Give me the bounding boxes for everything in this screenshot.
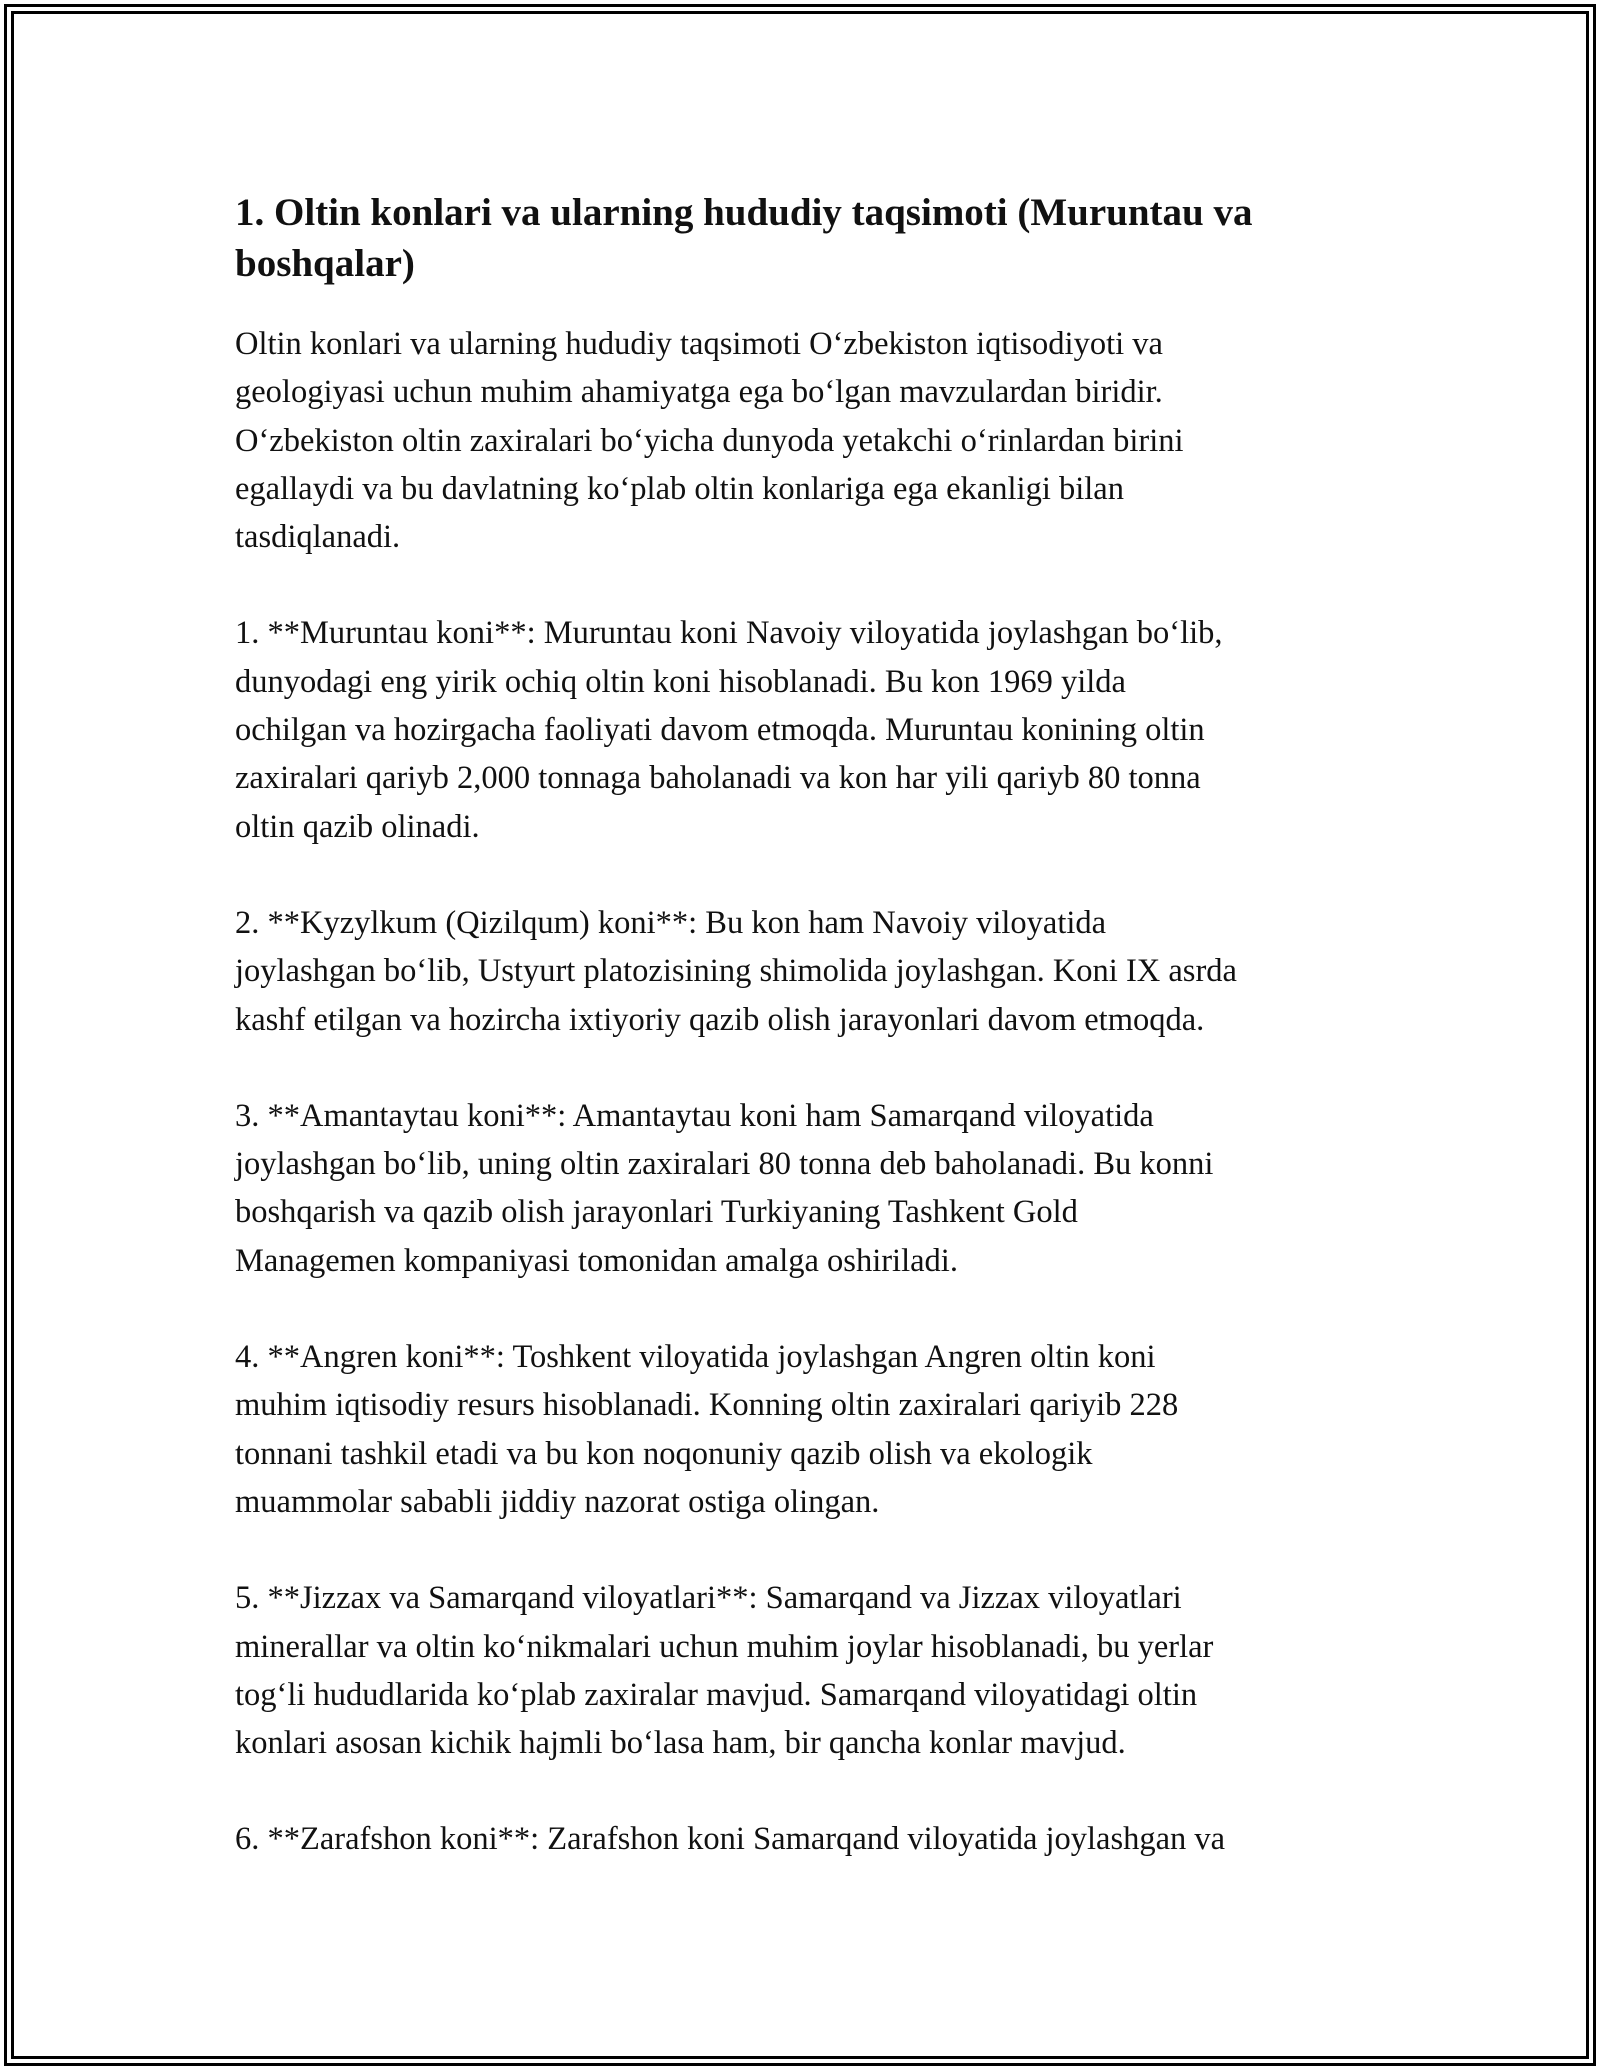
document-heading: 1. Oltin konlari va ularning hududiy taqsimoti (Muruntau va boshqalar) — [235, 191, 1253, 285]
list-item-angren: 4. **Angren koni**: Toshkent viloyatida joylashgan Angren oltin koni muhim iqtisodiy resurs hisoblanadi. Konning oltin zaxiralari qariyib 228 tonnani tashkil etadi va bu kon noqonuniy qazib olish va ekologik muammolar sababli jiddiy nazorat ostiga olingan. — [235, 1339, 1179, 1520]
list-item-amantaytau: 3. **Amantaytau koni**: Amantaytau koni ham Samarqand viloyatida joylashgan bo‘lib, uning oltin zaxiralari 80 tonna deb baholanadi. Bu konni boshqarish va qazib olish jarayonlari Turkiyaning Tashkent Gold Managemen kompaniyasi tomonidan amalga oshiriladi. — [235, 1097, 1214, 1279]
list-item-zarafshon: 6. **Zarafshon koni**: Zarafshon koni Samarqand viloyatida joylashgan va — [235, 1821, 1226, 1858]
intro-paragraph: Oltin konlari va ularning hududiy taqsimoti O‘zbekiston iqtisodiyoti va geologiyasi uchun muhim ahamiyatga ega bo‘lgan mavzulardan biridir. O‘zbekiston oltin zaxiralari bo‘yicha dunyoda yetakchi o‘rinlardan birini egallaydi va bu davlatning ko‘plab oltin konlariga ega ekanligi bilan tasdiqlanadi. — [235, 326, 1184, 556]
list-item-kyzylkum: 2. **Kyzylkum (Qizilqum) koni**: Bu kon ham Navoiy viloyatida joylashgan bo‘lib, Ustyurt platozisining shimolida joylashgan. Koni IX asrda kashf etilgan va hozircha ixtiyoriy qazib olish jarayonlari davom etmoqda. — [235, 904, 1237, 1038]
list-item-muruntau: 1. **Muruntau koni**: Muruntau koni Navoiy viloyatida joylashgan bo‘lib, dunyodagi eng yirik ochiq oltin koni hisoblanadi. Bu kon 1969 yilda ochilgan va hozirgacha faoliyati davom etmoqda. Muruntau konining oltin zaxiralari qariyb 2,000 tonnaga baholanadi va kon har yili qariyb 80 tonna oltin qazib olinadi. — [235, 615, 1223, 845]
list-item-jizzax-samarqand: 5. **Jizzax va Samarqand viloyatlari**: Samarqand va Jizzax viloyatlari minerallar va oltin ko‘nikmalari uchun muhim joylar hisoblanadi, bu yerlar tog‘li hududlarida ko‘plab zaxiralar mavjud. Samarqand viloyatidagi oltin konlari asosan kichik hajmli bo‘lasa ham, bir qancha konlar mavjud. — [235, 1580, 1214, 1762]
document-body — [235, 187, 1375, 1864]
